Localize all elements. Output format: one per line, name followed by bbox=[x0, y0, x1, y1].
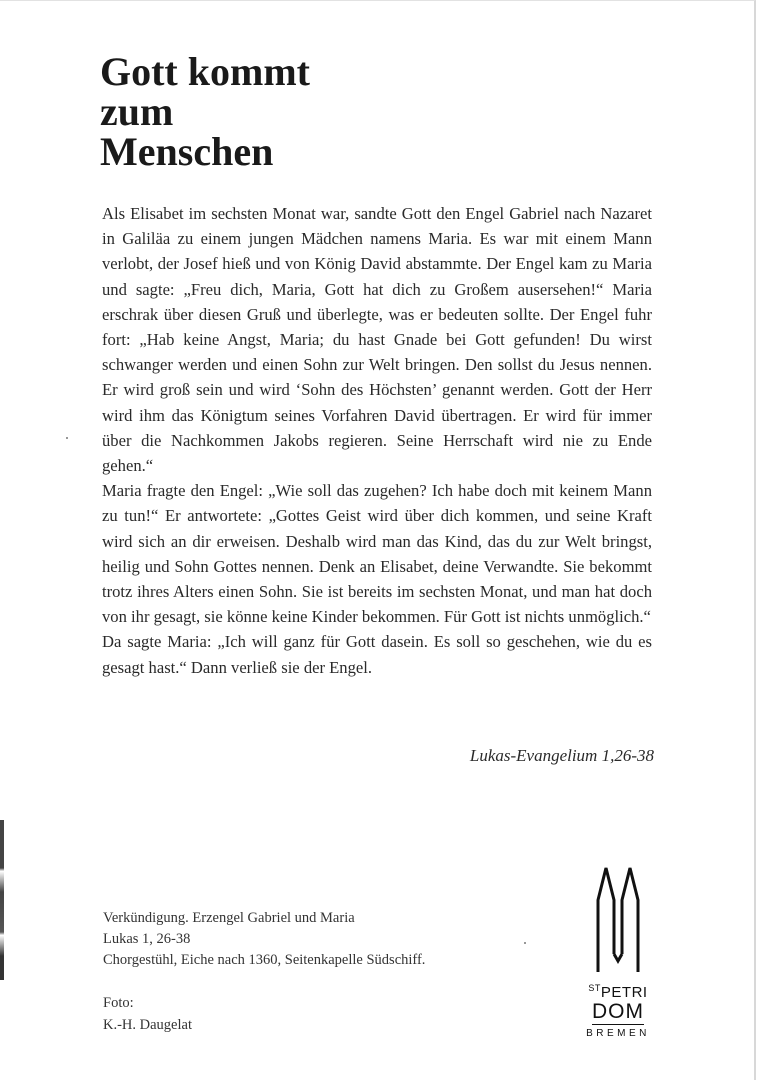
title-line-2: zum bbox=[100, 89, 174, 134]
logo-petri: PETRI bbox=[600, 984, 648, 1001]
caption-line-3: Chorgestühl, Eiche nach 1360, Seitenkapelle Südschiff. bbox=[103, 952, 426, 968]
title-line-3: Menschen bbox=[100, 129, 274, 174]
cathedral-towers-icon bbox=[595, 866, 641, 974]
scripture-source: Lukas-Evangelium 1,26-38 bbox=[469, 746, 654, 765]
caption-line-2: Lukas 1, 26-38 bbox=[103, 931, 191, 947]
page-title bbox=[100, 49, 310, 174]
st-petri-dom-logo bbox=[578, 866, 658, 1040]
paragraph-3: Da sagte Maria: „Ich will ganz für Gott dasein. Es soll so geschehen, wie du es gesagt hast.“ Dann verließ sie der Engel. bbox=[102, 632, 652, 677]
speck bbox=[66, 437, 68, 439]
title-line-1: Gott kommt bbox=[100, 49, 310, 94]
scripture-text bbox=[102, 201, 652, 680]
logo-dom: DOM bbox=[592, 1000, 644, 1023]
speck bbox=[524, 942, 526, 944]
logo-city: BREMEN bbox=[586, 1028, 650, 1039]
left-edge-mark bbox=[0, 820, 4, 980]
logo-st-petri bbox=[578, 980, 658, 1001]
logo-st: ST bbox=[588, 983, 601, 993]
paragraph-2: Maria fragte den Engel: „Wie soll das zugehen? Ich habe doch mit keinem Mann zu tun!“ Er antwortete: „Gottes Geist wird über dich kommen, und seine Kraft wird sich an dir erweisen. Deshalb wird man das Kind, das du zur Welt bringst, heilig und Sohn Gottes nennen. Denk an Elisabet, deine Verwandte. Sie bekommt trotz ihres Alters einen Sohn. Sie ist bereits im sechsten Monat, und man hat doch von ihr gesagt, sie könne keine Kinder bekommen. Für Gott ist nichts unmöglich.“ bbox=[102, 481, 652, 627]
credit-label: Foto: bbox=[103, 995, 134, 1011]
photo-credit bbox=[103, 992, 192, 1036]
caption-line-1: Verkündigung. Erzengel Gabriel und Maria bbox=[103, 910, 355, 926]
image-caption bbox=[103, 908, 425, 971]
paragraph-1: Als Elisabet im sechsten Monat war, sandte Gott den Engel Gabriel nach Nazaret in Galiläa zu einem jungen Mädchen namens Maria. Es war mit einem Mann verlobt, der Josef hieß und von König David abstammte. Der Engel kam zu Maria und sagte: „Freu dich, Maria, Gott hat dich zu Großem ausersehen!“ Maria erschrak über diesen Gruß und überlegte, was er bedeuten sollte. Der Engel fuhr fort: „Hab keine Angst, Maria; du hast Gnade bei Gott gefunden! Du wirst schwanger werden und einen Sohn zur Welt bringen. Den sollst du Jesus nennen. Er wird groß sein und wird ‘Sohn des Höchsten’ genannt werden. Gott der Herr wird ihm das Königtum seines Vorfahren David übertragen. Er wird für immer über die Nachkommen Jakobs regieren. Seine Herrschaft wird nie zu Ende gehen.“ bbox=[102, 204, 652, 476]
credit-name: K.-H. Daugelat bbox=[103, 1017, 192, 1033]
